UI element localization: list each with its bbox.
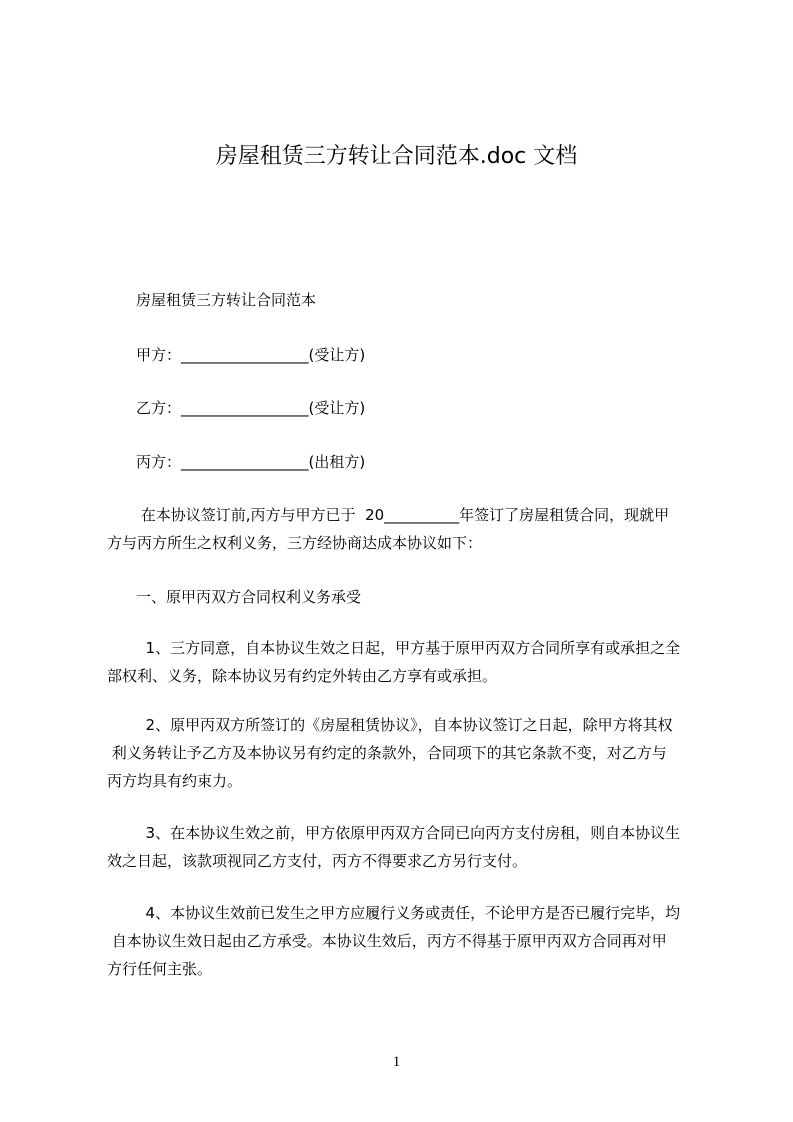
paragraph-clause-1 bbox=[107, 634, 727, 690]
text-line: 自本协议生效日起由乙方承受。本协议生效后，丙方不得基于原甲丙双方合同再对甲 bbox=[107, 932, 667, 950]
text-line: 方行任何主张。 bbox=[107, 960, 213, 978]
text-line: 1、三方同意，自本协议生效之日起，甲方基于原甲丙双方合同所享有或承担之全 bbox=[136, 639, 681, 657]
document-title: 房屋租赁三方转让合同范本.doc 文档 bbox=[215, 144, 578, 169]
text-line: 3、在本协议生效之前，甲方依原甲丙双方合同已向丙方支付房租，则自本协议生 bbox=[136, 824, 681, 842]
paragraph-party-b bbox=[107, 394, 727, 422]
paragraph-subtitle bbox=[107, 286, 727, 314]
text-line: 一、原甲丙双方合同权利义务承受 bbox=[136, 588, 362, 606]
text-line: 丙方：_________________(出租方) bbox=[136, 453, 366, 471]
text-line: 在本协议签订前,丙方与甲方已于 20__________年签订了房屋租赁合同，现就甲 bbox=[136, 506, 670, 524]
text-line: 房屋租赁三方转让合同范本 bbox=[136, 291, 317, 309]
text-line: 2、原甲丙双方所签订的《房屋租赁协议》，自本协议签订之日起，除甲方将其权 bbox=[136, 716, 673, 734]
text-line: 部权利、义务，除本协议另有约定外转由乙方享有或承担。 bbox=[107, 667, 498, 685]
text-line: 丙方均具有约束力。 bbox=[107, 772, 243, 790]
paragraph-clause-2 bbox=[107, 711, 727, 795]
paragraph-section-heading bbox=[107, 583, 727, 611]
paragraph-clause-4 bbox=[107, 899, 727, 983]
paragraph-party-c bbox=[107, 448, 727, 476]
paragraph-party-a bbox=[107, 341, 727, 369]
text-line: 4、本协议生效前已发生之甲方应履行义务或责任，不论甲方是否已履行完毕，均 bbox=[136, 904, 681, 922]
paragraph-preamble bbox=[107, 501, 727, 557]
page-number: 1 bbox=[392, 1054, 401, 1070]
paragraph-clause-3 bbox=[107, 819, 727, 875]
text-line: 效之日起，该款项视同乙方支付，丙方不得要求乙方另行支付。 bbox=[107, 852, 528, 870]
text-line: 甲方：_________________(受让方) bbox=[136, 346, 366, 364]
text-line: 利义务转让予乙方及本协议另有约定的条款外，合同项下的其它条款不变，对乙方与 bbox=[107, 744, 667, 762]
text-line: 乙方：_________________(受让方) bbox=[136, 399, 366, 417]
text-line: 方与丙方所生之权利义务，三方经协商达成本协议如下： bbox=[107, 534, 483, 552]
